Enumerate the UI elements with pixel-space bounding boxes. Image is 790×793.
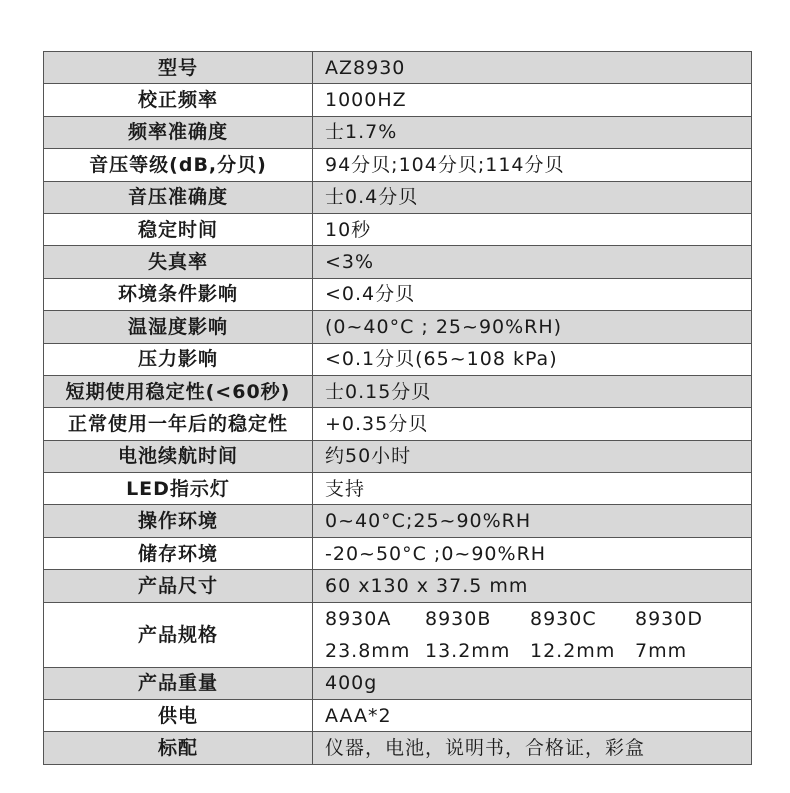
spec-value: <3% [313,246,752,278]
spec-row [44,278,752,310]
spec-row [44,375,752,407]
spec-label: 供电 [44,700,313,732]
spec-row [44,505,752,537]
spec-value-models [313,602,752,667]
spec-label: 环境条件影响 [44,278,313,310]
spec-value: 400g [313,667,752,699]
spec-row [44,213,752,245]
spec-row [44,440,752,472]
spec-label: 电池续航时间 [44,440,313,472]
spec-label: 短期使用稳定性(<60秒) [44,375,313,407]
spec-row [44,246,752,278]
spec-label: 频率准确度 [44,116,313,148]
model-size: 12.2mm [530,639,616,662]
spec-label: 稳定时间 [44,213,313,245]
spec-label: LED指示灯 [44,473,313,505]
spec-row [44,473,752,505]
spec-value: 10秒 [313,213,752,245]
spec-row [44,149,752,181]
spec-label: 产品尺寸 [44,570,313,602]
spec-row [44,116,752,148]
spec-value: 1000HZ [313,84,752,116]
model-size: 13.2mm [425,639,511,662]
spec-value: 0~40°C;25~90%RH [313,505,752,537]
spec-row [44,537,752,569]
spec-value: 60 x130 x 37.5 mm [313,570,752,602]
spec-value: 士0.15分贝 [313,375,752,407]
spec-label: 压力影响 [44,343,313,375]
spec-row [44,700,752,732]
spec-label: 正常使用一年后的稳定性 [44,408,313,440]
spec-value: AAA*2 [313,700,752,732]
spec-value: -20~50°C ;0~90%RH [313,537,752,569]
spec-value: (0~40°C ; 25~90%RH) [313,311,752,343]
model-size: 23.8mm [325,639,411,662]
spec-value: <0.4分贝 [313,278,752,310]
spec-value: 94分贝;104分贝;114分贝 [313,149,752,181]
spec-value: <0.1分贝(65~108 kPa) [313,343,752,375]
spec-label: 温湿度影响 [44,311,313,343]
spec-row-models [44,602,752,667]
spec-label: 产品规格 [44,602,313,667]
spec-label: 操作环境 [44,505,313,537]
model-name: 8930A [325,607,392,630]
spec-row [44,667,752,699]
spec-value: 约50小时 [313,440,752,472]
model-name: 8930C [530,607,597,630]
spec-label: 储存环境 [44,537,313,569]
spec-row [44,181,752,213]
spec-row [44,343,752,375]
spec-label: 型号 [44,52,313,84]
spec-label: 音压准确度 [44,181,313,213]
spec-row [44,311,752,343]
spec-value: 士1.7% [313,116,752,148]
spec-row [44,408,752,440]
model-name: 8930B [425,607,492,630]
spec-table [43,51,752,765]
spec-label: 失真率 [44,246,313,278]
model-size: 7mm [635,639,688,662]
spec-value: 仪器，电池，说明书，合格证，彩盒 [313,732,752,764]
model-size-grid [325,608,751,662]
spec-row [44,732,752,764]
spec-row [44,84,752,116]
spec-value: AZ8930 [313,52,752,84]
spec-row [44,570,752,602]
spec-label: 音压等级(dB,分贝) [44,149,313,181]
spec-label: 标配 [44,732,313,764]
spec-table-body [44,52,752,765]
spec-label: 校正频率 [44,84,313,116]
spec-label: 产品重量 [44,667,313,699]
model-name: 8930D [635,607,703,630]
spec-value: 支持 [313,473,752,505]
spec-row [44,52,752,84]
spec-value: +0.35分贝 [313,408,752,440]
spec-value: 士0.4分贝 [313,181,752,213]
